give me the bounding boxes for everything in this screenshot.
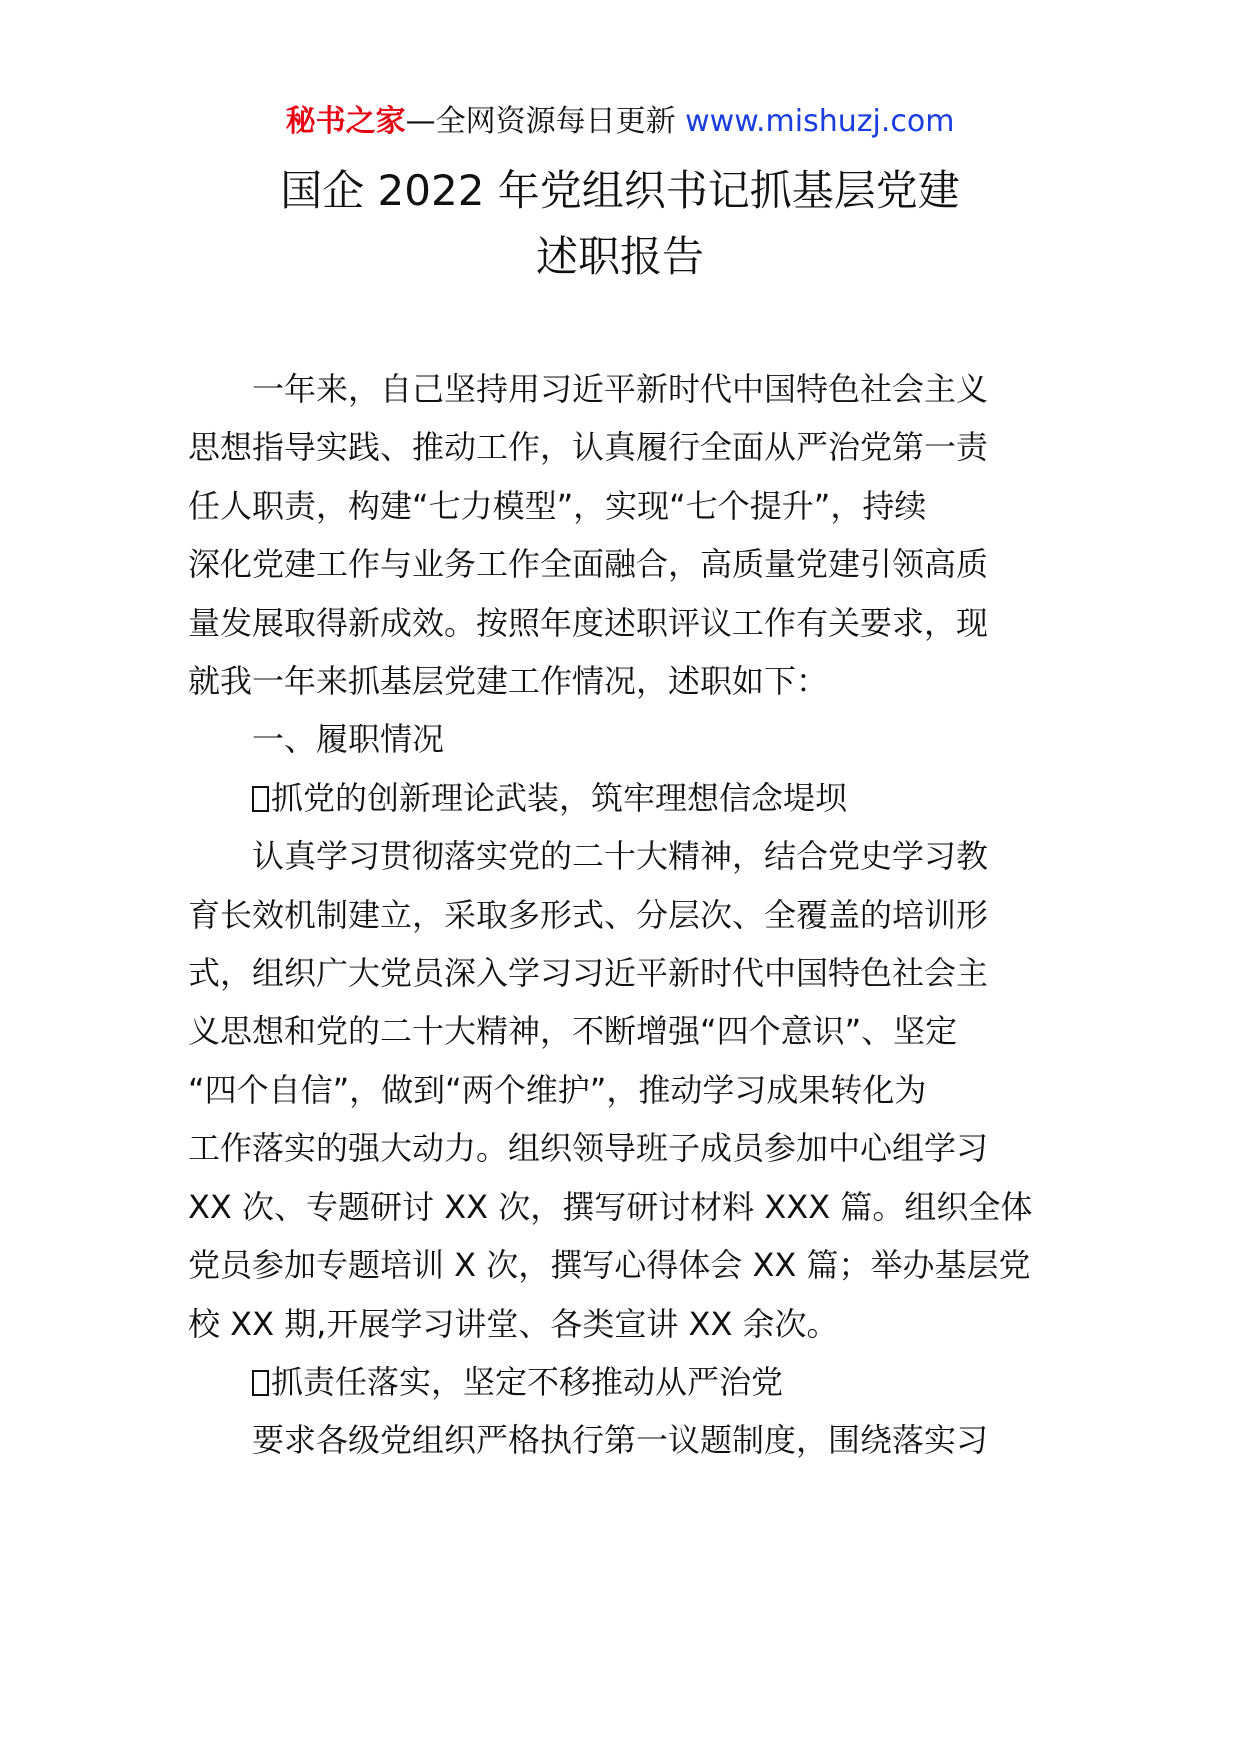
body-line: 校 XX 期,开展学习讲堂、各类宣讲 XX 余次。 (188, 1304, 839, 1343)
body-line: 工作落实的强大动力。组织领导班子成员参加中心组学习 (188, 1129, 989, 1168)
subsection-heading (188, 1353, 1058, 1411)
body-line: 思想指导实践、推动工作，认真履行全面从严治党第一责 (188, 428, 989, 467)
body-line: 就我一年来抓基层党建工作情况，述职如下： (188, 662, 829, 701)
header-tagline: —全网资源每日更新 (405, 104, 676, 139)
body-line: 量发展取得新成效。按照年度述职评议工作有关要求，现 (188, 603, 989, 642)
checkbox-glyph-icon (252, 1370, 269, 1396)
subsection-heading (188, 769, 1058, 827)
site-url-link[interactable]: www.mishuzj.com (685, 104, 955, 139)
body-line: 党员参加专题培训 X 次，撰写心得体会 XX 篇；举办基层党 (188, 1246, 1031, 1285)
section-heading: 一、履职情况 (252, 720, 445, 759)
body-line: 认真学习贯彻落实党的二十大精神，结合党史学习教 (252, 837, 989, 876)
checkbox-glyph-icon (252, 786, 269, 812)
subsection-heading-text: 抓责任落实，坚定不移推动从严治党 (271, 1362, 784, 1401)
body-line: 式，组织广大党员深入学习习近平新时代中国特色社会主 (188, 954, 989, 993)
body-line: 任人职责，构建“七力模型”，实现“七个提升”，持续 (188, 486, 927, 525)
body-line: 育长效机制建立，采取多形式、分层次、全覆盖的培训形 (188, 895, 989, 934)
body-line: 深化党建工作与业务工作全面融合，高质量党建引领高质 (188, 545, 989, 584)
body-line: “四个自信”，做到“两个维护”，推动学习成果转化为 (188, 1070, 927, 1109)
document-title-line-1: 国企 2022 年党组织书记抓基层党建 (280, 166, 960, 215)
body-line: XX 次、专题研讨 XX 次，撰写研讨材料 XXX 篇。组织全体 (188, 1187, 1033, 1226)
brand-name: 秘书之家 (285, 104, 406, 139)
body-line: 一年来，自己坚持用习近平新时代中国特色社会主义 (252, 370, 989, 408)
site-header (0, 102, 1240, 142)
document-title-line-2: 述职报告 (535, 232, 704, 281)
body-line: 义思想和党的二十大精神，不断增强“四个意识”、坚定 (188, 1012, 958, 1051)
document-body (188, 360, 1058, 1470)
subsection-heading-text: 抓党的创新理论武装，筑牢理想信念堤坝 (271, 778, 848, 817)
body-line: 要求各级党组织严格执行第一议题制度，围绕落实习 (252, 1421, 989, 1460)
